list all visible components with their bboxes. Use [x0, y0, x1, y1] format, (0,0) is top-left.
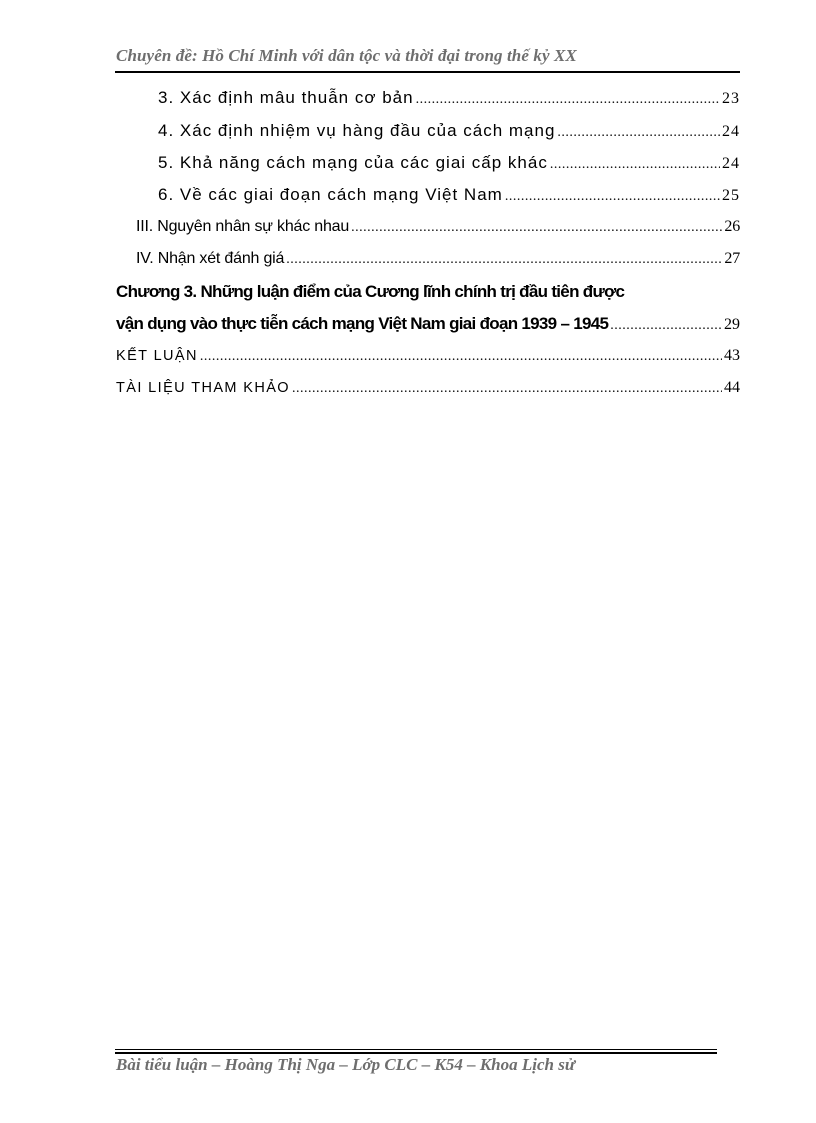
toc-entry-page: 26 [724, 218, 740, 235]
toc-leader-dots [351, 220, 722, 236]
toc-chapter-entry[interactable] [116, 314, 740, 338]
toc-entry[interactable] [158, 121, 740, 145]
toc-entry-page: 27 [724, 250, 740, 267]
toc-leader-dots [292, 381, 722, 397]
toc-conclusion-entry[interactable] [116, 347, 740, 371]
toc-entry[interactable] [136, 218, 740, 242]
toc-entry-page: 29 [724, 316, 740, 333]
toc-entry[interactable] [158, 88, 740, 112]
toc-entry-label: IV. Nhận xét đánh giá [136, 250, 285, 267]
toc-entry-page: 23 [722, 90, 740, 107]
toc-leader-dots [505, 189, 720, 205]
toc-entry-page: 25 [722, 187, 740, 204]
toc-leader-dots [416, 92, 720, 108]
toc-entry-label: TÀI LIỆU THAM KHẢO [116, 380, 290, 396]
toc-entry-page: 24 [722, 155, 740, 172]
page-footer-text: Bài tiểu luận – Hoàng Thị Nga – Lớp CLC – K54 – Khoa Lịch sử [116, 1055, 576, 1074]
toc-entry-label: III. Nguyên nhân sự khác nhau [136, 218, 350, 235]
toc-entry[interactable] [158, 185, 740, 209]
toc-leader-dots [557, 125, 720, 141]
toc-entry[interactable] [136, 250, 740, 274]
toc-leader-dots [286, 252, 722, 268]
toc-entry-page: 43 [724, 347, 740, 364]
toc-entry-label: KẾT LUẬN [116, 348, 198, 364]
page-header-title: Chuyên đề: Hồ Chí Minh với dân tộc và thời đại trong thế kỷ XX [116, 46, 577, 65]
toc-entry[interactable] [158, 153, 740, 177]
toc-leader-dots [610, 318, 722, 334]
toc-entry-label: 6. Về các giai đoạn cách mạng Việt Nam [158, 185, 503, 204]
footer-rule-thin [115, 1049, 717, 1050]
footer-rule-thick [115, 1052, 717, 1054]
toc-leader-dots [200, 349, 722, 365]
toc-references-entry[interactable] [116, 379, 740, 403]
toc-chapter-title-line1[interactable]: Chương 3. Những luận điểm của Cương lĩnh chính trị đầu tiên được [116, 282, 625, 301]
toc-entry-page: 44 [724, 379, 740, 396]
toc-entry-label: 3. Xác định mâu thuẫn cơ bản [158, 88, 414, 107]
toc-entry-page: 24 [722, 123, 740, 140]
toc-leader-dots [550, 157, 720, 173]
toc-entry-label: 4. Xác định nhiệm vụ hàng đầu của cách mạng [158, 121, 556, 140]
toc-entry-label: 5. Khả năng cách mạng của các giai cấp khác [158, 153, 548, 172]
header-rule [115, 71, 740, 73]
toc-chapter-title-line2: vận dụng vào thực tiễn cách mạng Việt Nam giai đoạn 1939 – 1945 [116, 314, 609, 333]
